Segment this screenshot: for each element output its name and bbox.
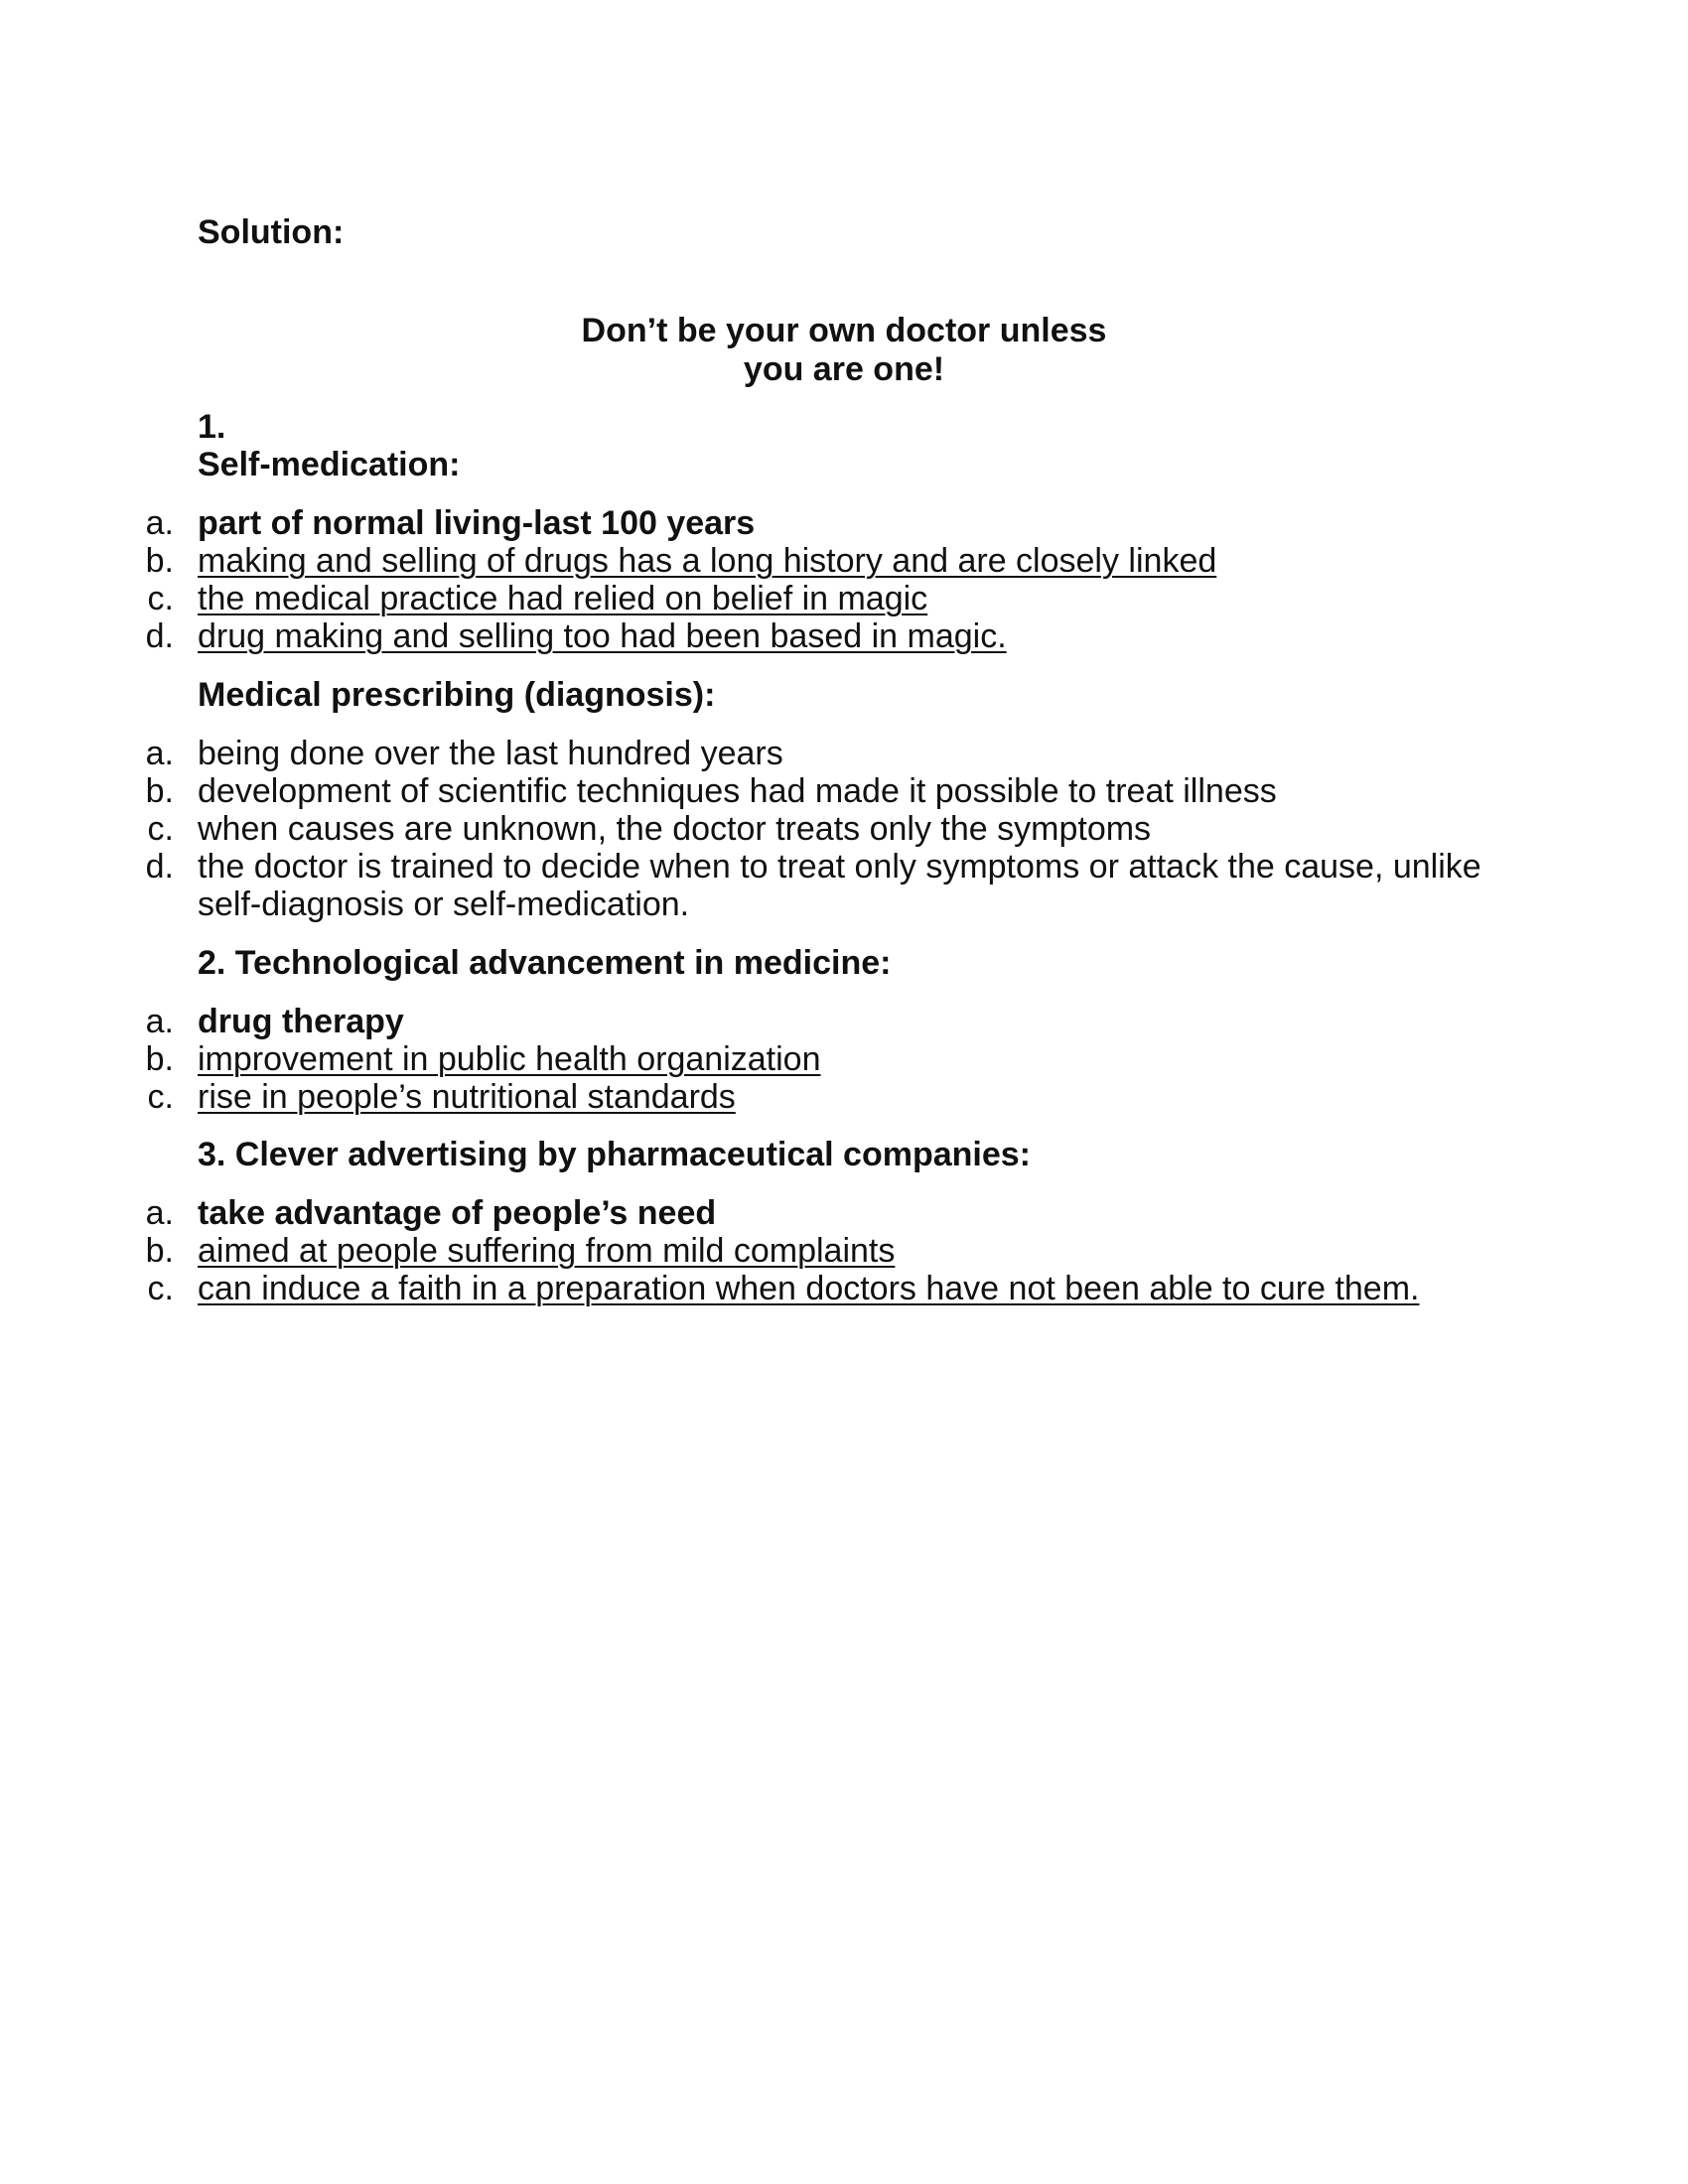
list-marker: c. [147,1078,174,1116]
list-marker: a. [145,504,174,542]
section-2-heading: 2. Technological advancement in medicine: [198,944,892,982]
list-item: drug making and selling too had been based in magic. [198,617,1007,655]
list-marker: d. [145,848,174,886]
list-item-continuation: self-diagnosis or self-medication. [198,886,690,923]
list-item: the doctor is trained to decide when to treat only symptoms or attack the cause, unlike [198,848,1481,886]
list-marker: b. [145,542,174,580]
list-item: aimed at people suffering from mild complaints [198,1232,896,1270]
list-marker: d. [145,617,174,655]
list-item: making and selling of drugs has a long history and are closely linked [198,542,1217,580]
list-item: take advantage of people’s need [198,1194,717,1232]
list-marker: a. [145,1194,174,1232]
solution-label: Solution: [198,213,345,251]
list-marker: c. [147,810,174,848]
list-marker: b. [145,1040,174,1078]
section-3-heading: 3. Clever advertising by pharmaceutical companies: [198,1136,1031,1173]
list-item: the medical practice had relied on belief in magic [198,580,928,617]
list-marker: c. [147,1270,174,1307]
list-item: improvement in public health organization [198,1040,821,1078]
document-title [0,312,1688,389]
list-marker: a. [145,1003,174,1040]
list-item: can induce a faith in a preparation when doctors have not been able to cure them. [198,1270,1420,1307]
list-item: part of normal living-last 100 years [198,504,756,542]
section-1-number: 1. [198,408,226,446]
list-item: drug therapy [198,1003,404,1040]
list-item: when causes are unknown, the doctor treats only the symptoms [198,810,1152,848]
list-marker: b. [145,1232,174,1270]
section-1-heading: Self-medication: [198,446,461,483]
list-marker: b. [145,772,174,810]
list-item: development of scientific techniques had made it possible to treat illness [198,772,1277,810]
list-item: rise in people’s nutritional standards [198,1078,736,1116]
section-medical-prescribing-heading: Medical prescribing (diagnosis): [198,676,716,714]
list-marker: c. [147,580,174,617]
list-item: being done over the last hundred years [198,735,783,772]
title-line-1: Don’t be your own doctor unless [581,312,1107,349]
title-line-2: you are one! [743,350,945,388]
list-marker: a. [145,735,174,772]
